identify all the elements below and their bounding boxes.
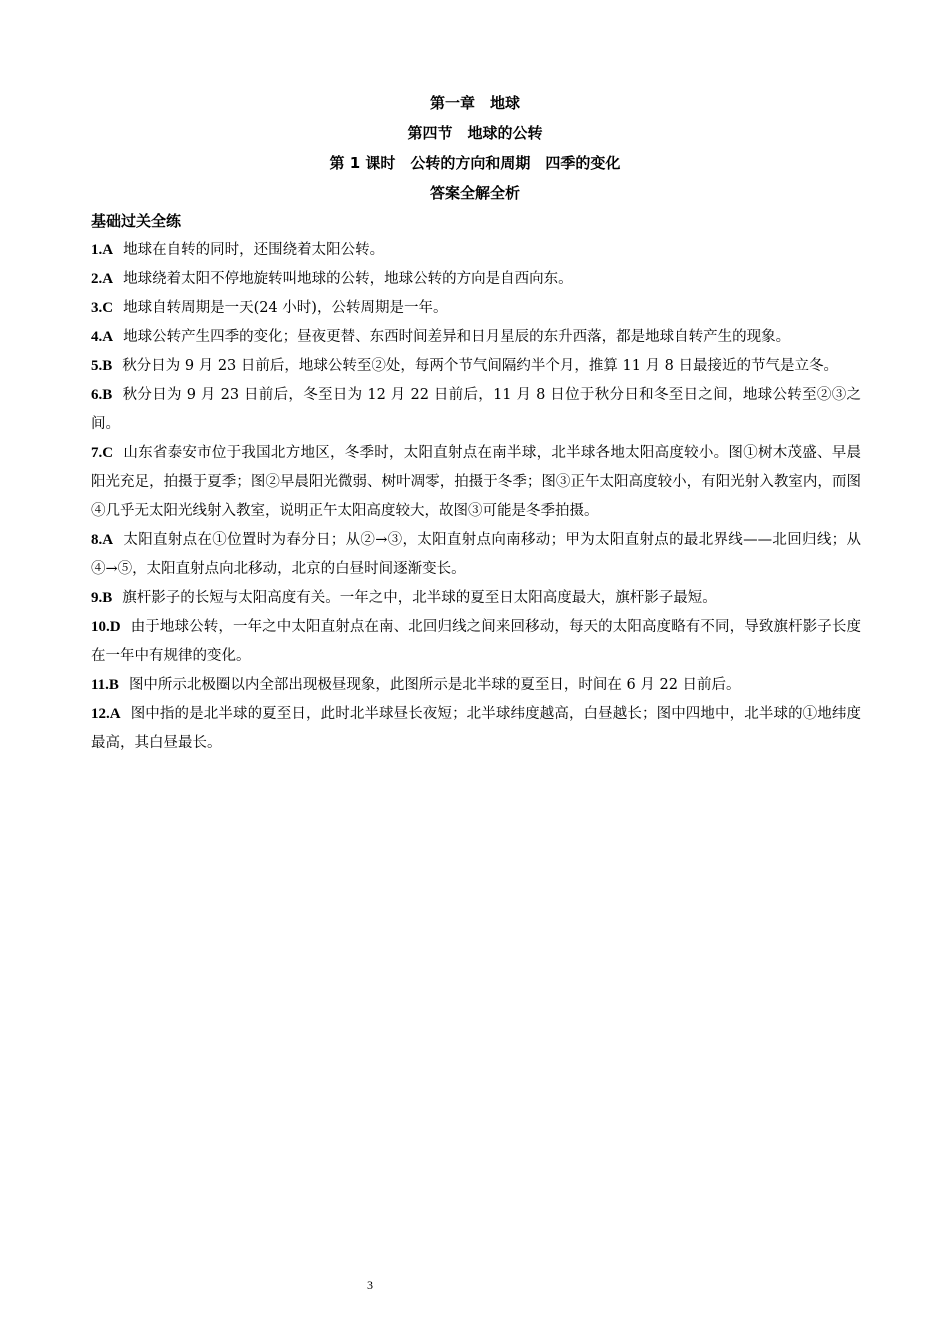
- answer-item: [91, 352, 861, 381]
- answer-number: 1.A: [91, 242, 114, 258]
- answer-item: [91, 381, 861, 439]
- answer-number: 7.C: [91, 445, 114, 461]
- answer-text: 地球公转产生四季的变化；昼夜更替、东西时间差异和日月星辰的东升西落，都是地球自转产生的现象。: [123, 329, 791, 345]
- chapter-title: 第一章 地球: [429, 94, 520, 112]
- answer-number: 2.A: [91, 271, 114, 287]
- answer-item: [91, 700, 861, 758]
- answer-item: [91, 526, 861, 584]
- answer-item: [91, 439, 861, 526]
- answer-text: 秋分日为 9 月 23 日前后，地球公转至②处，每两个节气间隔约半个月，推算 11 月 8 日最接近的节气是立冬。: [122, 358, 838, 374]
- title-block: [0, 88, 950, 208]
- answer-text: 旗杆影子的长短与太阳高度有关。一年之中，北半球的夏至日太阳高度最大，旗杆影子最短。: [122, 590, 717, 606]
- section-heading: 基础过关全练: [91, 212, 182, 230]
- answer-number: 11.B: [91, 677, 119, 693]
- answer-number: 3.C: [91, 300, 114, 316]
- answer-item: [91, 584, 861, 613]
- answer-item: [91, 236, 861, 265]
- answer-item: [91, 613, 861, 671]
- answer-text: 地球绕着太阳不停地旋转叫地球的公转，地球公转的方向是自西向东。: [123, 271, 573, 287]
- answer-text: 山东省泰安市位于我国北方地区，冬季时，太阳直射点在南半球，北半球各地太阳高度较小。图①树木茂盛、早晨阳光充足，拍摄于夏季；图②早晨阳光微弱、树叶凋零，拍摄于冬季；图③正午太阳高度较小，有阳光射入教室内，而图④几乎无太阳光线射入教室，说明正午太阳高度较大，故图③可能是冬季拍摄。: [91, 445, 861, 519]
- answer-item: [91, 294, 861, 323]
- answer-text: 秋分日为 9 月 23 日前后，冬至日为 12 月 22 日前后，11 月 8 日位于秋分日和冬至日之间，地球公转至②③之间。: [91, 387, 861, 432]
- section-title: 第四节 地球的公转: [407, 124, 543, 142]
- answer-number: 12.A: [91, 706, 121, 722]
- answer-text: 图中所示北极圈以内全部出现极昼现象，此图所示是北半球的夏至日，时间在 6 月 22 日前后。: [128, 677, 741, 693]
- answer-item: [91, 671, 861, 700]
- lesson-title: 第 1 课时 公转的方向和周期 四季的变化: [329, 154, 621, 172]
- answer-number: 4.A: [91, 329, 114, 345]
- answer-number: 8.A: [91, 532, 114, 548]
- answer-number: 10.D: [91, 619, 121, 635]
- answer-item: [91, 265, 861, 294]
- answer-text: 地球自转周期是一天(24 小时)，公转周期是一年。: [123, 300, 448, 316]
- answer-text: 由于地球公转，一年之中太阳直射点在南、北回归线之间来回移动，每天的太阳高度略有不同，导致旗杆影子长度在一年中有规律的变化。: [91, 619, 861, 664]
- answer-subtitle: 答案全解全析: [429, 184, 520, 202]
- answer-text: 图中指的是北半球的夏至日，此时北半球昼长夜短；北半球纬度越高，白昼越长；图中四地中，北半球的①地纬度最高，其白昼最长。: [91, 706, 861, 751]
- page-number: 3: [367, 1278, 373, 1292]
- answer-number: 5.B: [91, 358, 113, 374]
- answer-number: 9.B: [91, 590, 113, 606]
- answer-number: 6.B: [91, 387, 113, 403]
- answer-text: 地球在自转的同时，还围绕着太阳公转。: [123, 242, 385, 258]
- answer-item: [91, 323, 861, 352]
- answer-content: [91, 206, 861, 758]
- answer-text: 太阳直射点在①位置时为春分日；从②→③，太阳直射点向南移动；甲为太阳直射点的最北界线——北回归线；从④→⑤，太阳直射点向北移动，北京的白昼时间逐渐变长。: [91, 532, 861, 577]
